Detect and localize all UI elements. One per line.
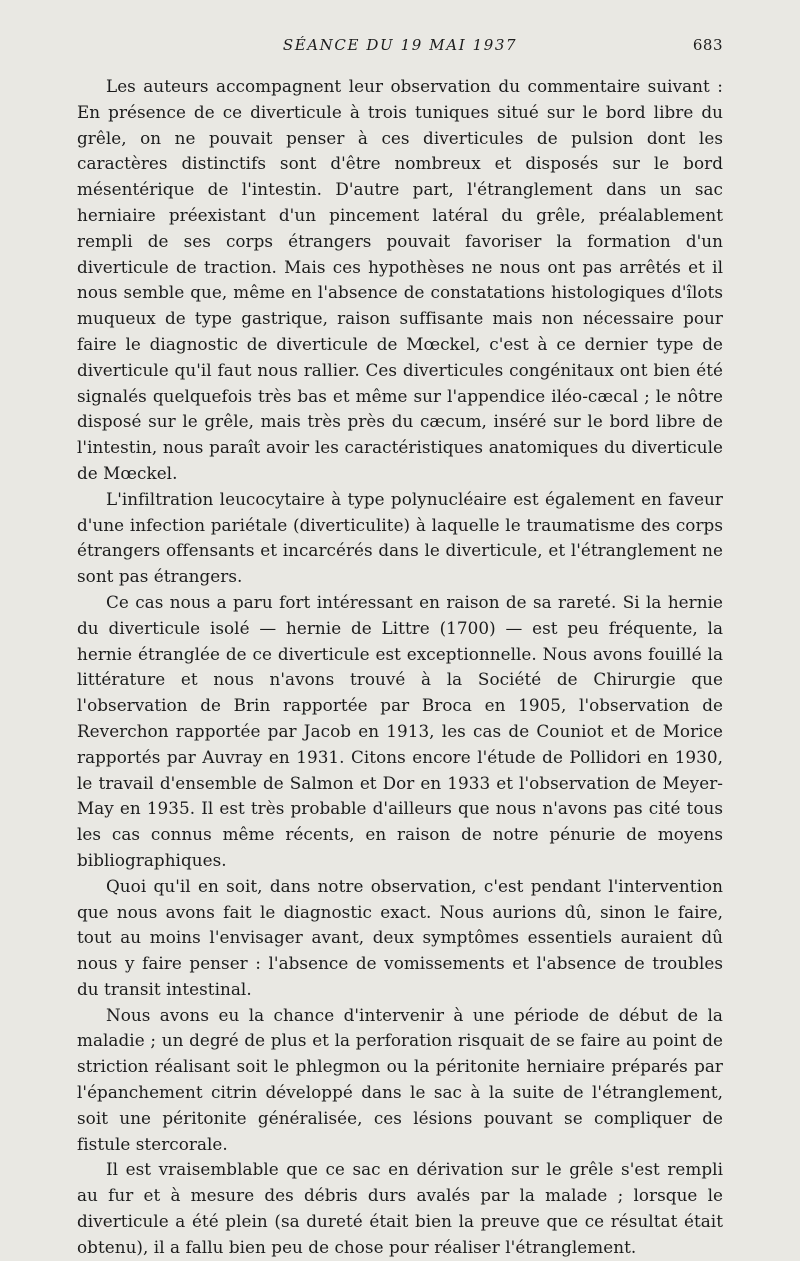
- paragraph-2: L'infiltration leucocytaire à type polynucléaire est également en faveur d'une infection pariétale (diverticulite) à laquelle le traumatisme des corps étrangers offensants et incarcérés dans le diverticule, et l'étranglement ne sont pas étrangers.: [77, 488, 723, 587]
- page-number: 683: [692, 36, 723, 54]
- paragraph-1: Les auteurs accompagnent leur observation du commentaire suivant : En présence de ce diverticule à trois tuniques situé sur le bord libre du grêle, on ne pouvait penser à ces diverticules de pulsion dont les caractères distinctifs sont d'être nombreux et disposés sur le bord mésentérique de l'intestin. D'autre part, l'étranglement dans un sac herniaire préexistant d'un pincement latéral du grêle, préalablement rempli de ses corps étrangers pouvait favoriser la formation d'un diverticule de traction. Mais ces hypothèses ne nous ont pas arrêtés et il nous semble que, même en l'absence de constatations histologiques d'îlots muqueux de type gastrique, raison suffisante mais non nécessaire pour faire le diagnostic de diverticule de Mœckel, c'est à ce dernier type de diverticule qu'il faut nous rallier. Ces diverticules congénitaux ont bien été signalés quelquefois très bas et même sur l'appendice iléo-cæcal ; le nôtre disposé sur le grêle, mais très près du cæcum, inséré sur le bord libre de l'intestin, nous paraît avoir les caractéristiques anatomiques du diverticule de Mœckel.: [77, 76, 723, 483]
- paragraph-3: Ce cas nous a paru fort intéressant en raison de sa rareté. Si la hernie du diverticule isolé — hernie de Littre (1700) — est peu fréquente, la hernie étranglée de ce diverticule est exceptionnelle. Nous avons fouillé la littérature et nous n'avons trouvé à la Société de Chirurgie que l'observation de Brin rapportée par Broca en 1905, l'observation de Reverchon rapportée par Jacob en 1913, les cas de Couniot et de Morice rapportés par Auvray en 1931. Citons encore l'étude de Pollidori en 1930, le travail d'ensemble de Salmon et Dor en 1933 et l'observation de Meyer-May en 1935. Il est très probable d'ailleurs que nous n'avons pas cité tous les cas connus même récents, en raison de notre pénurie de moyens bibliographiques.: [77, 591, 723, 870]
- body-text: [77, 74, 723, 1261]
- running-head: [77, 36, 723, 58]
- running-title: SÉANCE DU 19 MAI 1937: [282, 36, 518, 54]
- paragraph-4: Quoi qu'il en soit, dans notre observation, c'est pendant l'intervention que nous avons fait le diagnostic exact. Nous aurions dû, sinon le faire, tout au moins l'envisager avant, deux symptômes essentiels auraient dû nous y faire penser : l'absence de vomissements et l'absence de troubles du transit intestinal.: [77, 875, 723, 999]
- paragraph-6: Il est vraisemblable que ce sac en dérivation sur le grêle s'est rempli au fur et à mesure des débris durs avalés par la malade ; lorsque le diverticule a été plein (sa dureté était bien la preuve que ce résultat était obtenu), il a fallu bien peu de chose pour réaliser l'étranglement.: [77, 1159, 723, 1257]
- paragraph-5: Nous avons eu la chance d'intervenir à une période de début de la maladie ; un degré de plus et la perforation risquait de se faire au point de striction réalisant soit le phlegmon ou la péritonite herniaire préparés par l'épanchement citrin développé dans le sac à la suite de l'étranglement, soit une péritonite généralisée, ces lésions pouvant se compliquer de fistule stercorale.: [77, 1004, 723, 1154]
